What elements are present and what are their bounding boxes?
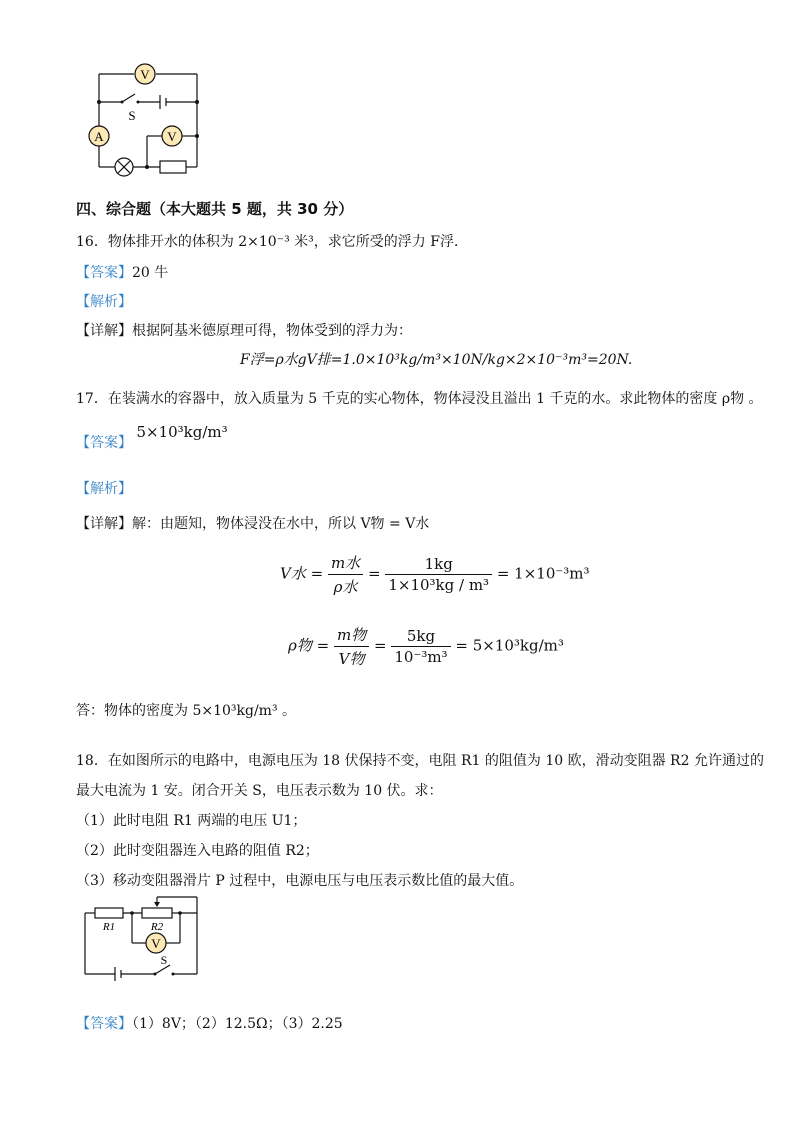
eq1-frac2 — [385, 555, 492, 594]
section-title: 四、综合题（本大题共 5 题，共 30 分） — [76, 200, 354, 218]
eq1-lhs: V水 = — [280, 564, 324, 583]
q17-answer-row — [76, 423, 228, 452]
q18-text-line2: 最大电流为 1 安。闭合开关 S，电压表示数为 10 伏。求： — [76, 783, 443, 799]
r1-label: R1 — [102, 921, 116, 933]
ammeter-label: A — [94, 129, 104, 144]
eq1-frac1-den: ρ水 — [333, 578, 358, 596]
detail-tag: 【详解】 — [76, 323, 132, 339]
q17-detail-row — [76, 513, 429, 533]
q18-answer-row — [76, 1013, 343, 1033]
answer-tag: 【答案】 — [76, 1016, 132, 1032]
eq2-frac1 — [334, 624, 369, 669]
q18-sub3: （3）移动变阻器滑片 P 过程中，电源电压与电压表示数比值的最大值。 — [76, 873, 524, 889]
q16-answer-row — [76, 262, 168, 282]
eq1-frac1 — [328, 552, 363, 597]
q16-analysis-tag: 【解析】 — [76, 294, 132, 310]
q18-answer: （1）8V；（2）12.5Ω；（3）2.25 — [132, 1016, 343, 1032]
q17-eq1: V水 = $\frac{\text{m水}}{\text{ρ水}}$ = $\frac{1kg}{\text{1×10³kg / m³}}$ = 1×10⁻³m³ — [280, 554, 590, 596]
eq1-frac2-num: 1kg — [385, 555, 492, 575]
circuit-diagram-1 — [80, 60, 210, 180]
answer-tag: 【答案】 — [76, 435, 132, 451]
r2-label: R2 — [150, 921, 164, 933]
q17-conclusion: 答：物体的密度为 5×10³kg/m³ 。 — [76, 703, 297, 719]
detail-tag: 【详解】 — [76, 516, 132, 532]
q16-answer: 20 牛 — [132, 265, 169, 281]
switch-label: S — [128, 108, 136, 123]
eq2-frac2-num: 5kg — [391, 627, 450, 647]
q18-sub1: （1）此时电阻 R1 两端的电压 U1； — [76, 813, 307, 829]
eq2-rhs: = 5×10³kg/m³ — [455, 636, 564, 655]
q18-sub2: （2）此时变阻器连入电路的阻值 R2； — [76, 843, 319, 859]
circuit-diagram-2 — [80, 892, 210, 982]
q16-detail-row — [76, 320, 412, 340]
q16-formula: F浮=ρ水gV排=1.0×10³kg/m³×10N/kg×2×10⁻³m³=20N. — [240, 352, 633, 368]
eq2-lhs: ρ物 = — [288, 636, 330, 655]
q17-eq2: ρ物 = $\frac{\text{m物}}{\text{V物}}$ = $\frac{5kg}{\text{10⁻³m³}}$ = 5×10³kg/m³ — [288, 626, 564, 668]
answer-tag: 【答案】 — [76, 265, 132, 281]
q17-detail: 解：由题知，物体浸没在水中，所以 V物 = V水 — [132, 516, 430, 532]
q17-analysis-tag: 【解析】 — [76, 481, 132, 497]
q16-detail: 根据阿基米德原理可得，物体受到的浮力为： — [132, 323, 412, 339]
eq2-frac1-den: V物 — [338, 650, 365, 668]
voltmeter-top-label: V — [140, 67, 150, 82]
voltmeter-mid-label: V — [167, 129, 177, 144]
q17-answer: 5×10³kg/m³ — [136, 423, 228, 441]
q16-text: 16．物体排开水的体积为 2×10⁻³ 米³，求它所受的浮力 F浮． — [76, 234, 468, 250]
voltmeter-2-label: V — [151, 936, 161, 951]
q18-text-line1: 18．在如图所示的电路中，电源电压为 18 伏保持不变，电阻 R1 的阻值为 10 欧，滑动变阻器 R2 允许通过的 — [76, 753, 764, 769]
eq2-frac1-num: m物 — [334, 624, 369, 647]
eq1-frac2-den: 1×10³kg / m³ — [388, 576, 490, 594]
switch-2-label: S — [160, 953, 168, 967]
eq2-frac2-den: 10⁻³m³ — [394, 648, 448, 666]
q17-text: 17．在装满水的容器中，放入质量为 5 千克的实心物体，物体浸没且溢出 1 千克的水。求此物体的密度 ρ物 。 — [76, 391, 763, 407]
eq1-rhs: = 1×10⁻³m³ — [496, 564, 590, 583]
eq2-frac2 — [391, 627, 450, 666]
eq1-frac1-num: m水 — [328, 552, 363, 575]
